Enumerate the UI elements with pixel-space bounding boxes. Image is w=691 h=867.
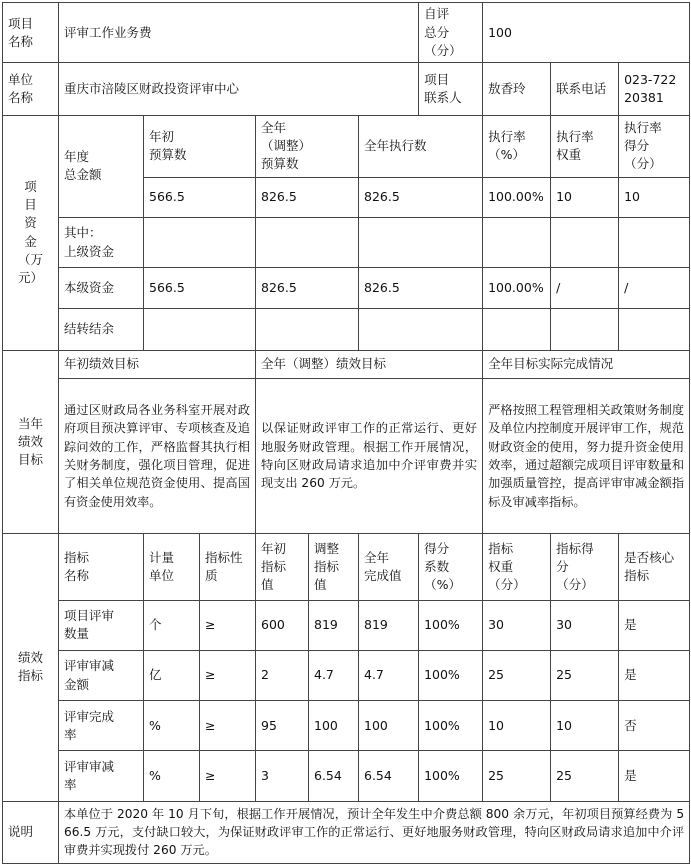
indicator-header-core: 是否核心 指标 [619, 534, 690, 600]
indicator-adjusted: 4.7 [309, 650, 359, 700]
indicator-header-coefficient: 得分 系数 （%） [419, 534, 483, 600]
note-text: 本单位于 2020 年 10 月下旬，根据工作开展情况，预计全年发生中介费总额 800 余万元，年初项目预算经费为 566.5 万元，支付缺口较大，为保证财政评审工作的正常运行、更好地服务财政管理，特向区财政局请求追加中介评审费并实现拨付 260 万元。 [59, 801, 690, 863]
contact-label: 项目 联系人 [419, 63, 483, 115]
indicator-row [3, 751, 690, 801]
indicator-name: 项目评审 数量 [59, 600, 144, 650]
indicator-weight: 10 [483, 701, 551, 751]
indicator-nature: ≥ [200, 701, 256, 751]
funds-own-rate: 100.00% [483, 268, 551, 309]
funds-upper-label: 其中： 上级资金 [59, 217, 144, 267]
indicator-initial: 95 [256, 701, 309, 751]
indicator-coefficient: 100% [419, 751, 483, 801]
indicator-score: 25 [551, 650, 619, 700]
indicator-unit: % [144, 701, 200, 751]
indicator-adjusted: 100 [309, 701, 359, 751]
indicator-weight: 25 [483, 650, 551, 700]
funds-carryover-row [3, 309, 690, 350]
indicator-core: 是 [619, 650, 690, 700]
funds-adjusted-header: 全年 （调整） 预算数 [256, 115, 359, 177]
contact-value: 敖香玲 [483, 63, 551, 115]
funds-own-executed: 826.5 [359, 268, 483, 309]
goals-initial-header: 年初绩效目标 [59, 350, 256, 378]
indicator-score: 25 [551, 751, 619, 801]
goals-text-row [3, 378, 690, 534]
funds-section-label: 项 目 资 金 （万 元） [3, 115, 59, 350]
indicator-completed: 100 [359, 701, 419, 751]
unit-value: 重庆市涪陵区财政投资评审中心 [59, 63, 419, 115]
phone-label: 联系电话 [551, 63, 619, 115]
self-score-label: 自评 总分 （分） [419, 3, 483, 63]
funds-own-score: / [619, 268, 690, 309]
funds-executed-header: 全年执行数 [359, 115, 483, 177]
funds-rate-header: 执行率 （%） [483, 115, 551, 177]
funds-carryover-label: 结转结余 [59, 309, 144, 350]
performance-evaluation-table [2, 2, 690, 864]
indicator-header-adjusted: 调整 指标 值 [309, 534, 359, 600]
indicator-unit: 亿 [144, 650, 200, 700]
indicator-coefficient: 100% [419, 701, 483, 751]
goals-adjusted-header: 全年（调整）绩效目标 [256, 350, 483, 378]
indicator-name: 评审审减 金额 [59, 650, 144, 700]
indicator-completed: 819 [359, 600, 419, 650]
indicator-row [3, 600, 690, 650]
indicator-header-weight: 指标 权重 （分） [483, 534, 551, 600]
goals-section-label: 当年 绩效 目标 [3, 350, 59, 534]
indicator-adjusted: 819 [309, 600, 359, 650]
goals-header-row [3, 350, 690, 378]
funds-header-row [3, 115, 690, 177]
funds-total-label: 年度 总金额 [59, 115, 144, 217]
indicator-weight: 25 [483, 751, 551, 801]
indicator-header-unit: 计量 单位 [144, 534, 200, 600]
unit-label: 单位 名称 [3, 63, 59, 115]
indicator-score: 10 [551, 701, 619, 751]
indicator-completed: 6.54 [359, 751, 419, 801]
project-name-row [3, 3, 690, 63]
indicator-header-nature: 指标性 质 [200, 534, 256, 600]
note-label: 说明 [3, 801, 59, 863]
funds-own-label: 本级资金 [59, 268, 144, 309]
funds-own-row [3, 268, 690, 309]
indicator-coefficient: 100% [419, 600, 483, 650]
funds-score-header: 执行率 得分 （分） [619, 115, 690, 177]
funds-total-initial: 566.5 [144, 177, 256, 217]
indicator-nature: ≥ [200, 751, 256, 801]
indicator-coefficient: 100% [419, 650, 483, 700]
goals-adjusted-text: 以保证财政评审工作的正常运行、更好地服务财政管理。根据工作开展情况，特向区财政局请求追加中介评审费并实现支出 260 万元。 [256, 378, 483, 534]
phone-value: 023-72220381 [619, 63, 690, 115]
funds-total-adjusted: 826.5 [256, 177, 359, 217]
indicator-adjusted: 6.54 [309, 751, 359, 801]
indicator-core: 否 [619, 701, 690, 751]
indicator-header-name: 指标 名称 [59, 534, 144, 600]
indicator-core: 是 [619, 751, 690, 801]
indicator-row [3, 701, 690, 751]
indicator-initial: 3 [256, 751, 309, 801]
funds-own-adjusted: 826.5 [256, 268, 359, 309]
indicators-header-row [3, 534, 690, 600]
indicator-completed: 4.7 [359, 650, 419, 700]
indicator-nature: ≥ [200, 600, 256, 650]
project-name-label: 项目 名称 [3, 3, 59, 63]
indicator-core: 是 [619, 600, 690, 650]
goals-actual-text: 严格按照工程管理相关政策财务制度及单位内控制度开展评审工作，规范财政资金的使用，努力提升资金使用效率，通过超额完成项目评审数量和加强质量管控，提高评审审减金额指标及审减率指标。 [483, 378, 690, 534]
indicator-header-score: 指标得 分 （分） [551, 534, 619, 600]
indicator-name: 评审完成 率 [59, 701, 144, 751]
indicator-initial: 600 [256, 600, 309, 650]
funds-total-executed: 826.5 [359, 177, 483, 217]
funds-total-rate: 100.00% [483, 177, 551, 217]
indicator-initial: 2 [256, 650, 309, 700]
goals-initial-text: 通过区财政局各业务科室开展对政府项目预决算评审、专项核查及追踪问效的工作，严格监督其执行相关财务制度，强化项目管理，促进了相关单位规范资金使用、提高国有资金使用效率。 [59, 378, 256, 534]
funds-weight-header: 执行率 权重 [551, 115, 619, 177]
indicator-header-initial: 年初 指标 值 [256, 534, 309, 600]
funds-upper-row [3, 217, 690, 267]
indicator-header-completed: 全年 完成值 [359, 534, 419, 600]
unit-row [3, 63, 690, 115]
funds-total-weight: 10 [551, 177, 619, 217]
indicator-nature: ≥ [200, 650, 256, 700]
funds-own-weight: / [551, 268, 619, 309]
indicator-score: 30 [551, 600, 619, 650]
indicator-name: 评审审减 率 [59, 751, 144, 801]
indicator-unit: 个 [144, 600, 200, 650]
project-name-value: 评审工作业务费 [59, 3, 419, 63]
goals-actual-header: 全年目标实际完成情况 [483, 350, 690, 378]
indicator-row [3, 650, 690, 700]
indicator-unit: % [144, 751, 200, 801]
funds-total-score: 10 [619, 177, 690, 217]
indicators-section-label: 绩效 指标 [3, 534, 59, 801]
note-row [3, 801, 690, 863]
funds-own-initial: 566.5 [144, 268, 256, 309]
self-score-value: 100 [483, 3, 690, 63]
indicator-weight: 30 [483, 600, 551, 650]
funds-initial-header: 年初 预算数 [144, 115, 256, 177]
